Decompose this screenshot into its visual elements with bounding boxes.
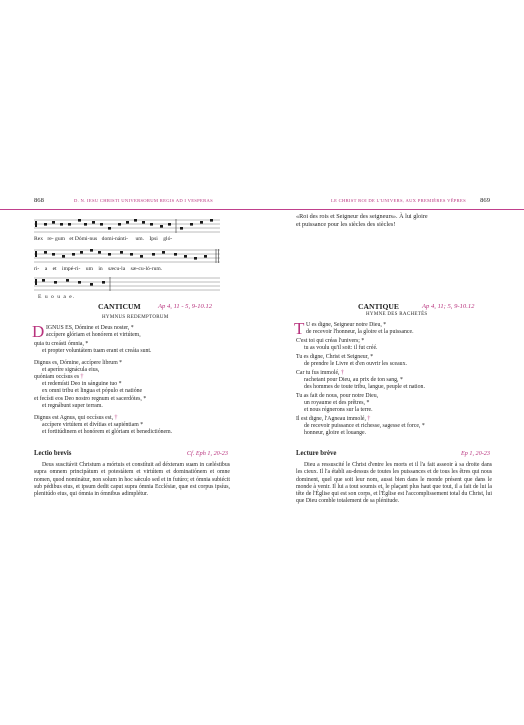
cantique-line: C'est toi qui créas l'univers; * (296, 338, 365, 344)
chant-syllable: Dómi-nus (74, 236, 98, 242)
lecture-text: Dieu a ressuscité le Christ d'entre les morts et il l'a fait asseoir à sa droite dans les cieux. Il l'a établi au-dessus de toutes les puissances et de tous les êtres qui nous dominent, quel que soit leur nom, aussi bien dans le monde présent que dans le monde à venir. Il lui a tout soumis et, le plaçant plus haut que tout, il a fait de lui la tête de l'Église qui est son corps, et l'Église est l'accomplissement total du Christ, lui que Dieu comble totalement de sa plénitude. (296, 462, 492, 505)
cantique-line: de recevoir l'honneur, la gloire et la puissance. (306, 329, 414, 335)
canticum-line: accípere glóriam et honórem et virtútem, (46, 332, 141, 338)
cantique-line: tu as voulu qu'il soit: il fut créé. (304, 345, 378, 351)
cantique-line: de prendre le Livre et d'en ouvrir les sceaux. (304, 361, 407, 367)
lectio-reference: Cf. Eph 1, 20-23 (186, 450, 228, 457)
chant-syllable: gum (55, 236, 65, 242)
lecture-title: Lecture brève (296, 450, 337, 457)
lectio-title: Lectio brevis (34, 450, 72, 457)
canticum-reference: Ap 4, 11 - 5, 9-10.12 (158, 303, 213, 310)
cantique-line: honneur, gloire et louange. (304, 430, 367, 436)
cantique-title: CANTIQUE (358, 302, 399, 311)
chant-staff-1 (34, 218, 220, 234)
canticum-line: quia tu creásti ómnia, * (34, 341, 89, 347)
chant-syllable: gló- (163, 236, 173, 242)
chant-syllable: um. (135, 236, 145, 242)
cantique-drop-cap: T (294, 319, 305, 338)
cantique-reference: Ap 4, 11; 5, 9-10.12 (422, 303, 475, 310)
right-header-title: LE CHRIST ROI DE L'UNIVERS, AUX PREMIÈRES VÊPRES (330, 198, 466, 203)
canticum-line: et redemísti Deo in sánguine tuo * (42, 381, 122, 387)
asterisk-mark-icon: * (370, 354, 374, 360)
cantique-subtitle: HYMNE DES RACHETÉS (366, 312, 428, 317)
asterisk-mark-icon: * (119, 360, 123, 366)
asterisk-mark-icon: * (399, 377, 403, 383)
chant-lyrics-2 (34, 266, 220, 272)
lecture-reference: Ep 1, 20-23 (460, 450, 490, 457)
dagger-mark-icon: † (367, 416, 371, 422)
chant-syllable: et (52, 266, 57, 272)
asterisk-mark-icon: * (421, 423, 425, 429)
cantique-line: Tu es digne, Christ et Seigneur, * (296, 354, 374, 360)
asterisk-mark-icon: * (140, 422, 144, 428)
canticum-line: et fortitúdinem et honórem et glóriam et benedictiónem. (42, 429, 173, 435)
chant-syllable: impé-ri- (62, 266, 81, 272)
dagger-mark-icon: † (340, 370, 344, 376)
dagger-mark-icon: † (114, 415, 118, 421)
canticum-line: accípere virtútem et divítias et sapiéntiam * (42, 422, 144, 428)
lectio-text: Deus suscitávit Christum a mórtuis et constítuit ad déxteram suam in cæléstibus supra omnem principátum et potestátem et virtútem et dominatiónem et omne nomen, quod nominátur, non solum in hoc sǽculo sed et in futúro; et ómnia subiécit sub pédibus eius, et ipsum dedit caput supra ómnia Ecclésiæ, quæ est corpus ipsíus, plenitúdo eius, qui ómnia in ómnibus adimplétur. (34, 462, 230, 498)
chant-syllable: Ipsi (149, 236, 158, 242)
chant-syllable: um (85, 266, 93, 272)
canticum-line: IGNUS ES, Dómine et Deus noster, * (46, 325, 134, 331)
cantique-line: et nous régnerons sur la terre. (304, 407, 373, 413)
canticum-line: et aperíre signácula eius, (42, 367, 100, 373)
left-running-header (0, 197, 262, 210)
cantique-line: rachetant pour Dieu, au prix de ton sang, * (304, 377, 403, 383)
chant-staff-3 (34, 276, 220, 292)
asterisk-mark-icon: * (118, 381, 122, 387)
canticum-line: ex omni tribu et lingua et pópulo et natióne (42, 388, 143, 394)
chant-syllable: in (98, 266, 103, 272)
antiphon-line: «Roi des rois et Seigneur des seigneurs». À lui gloire (296, 213, 428, 220)
canticum-subtitle: HYMNUS REDEMPTORUM (102, 315, 169, 320)
asterisk-mark-icon: * (130, 325, 134, 331)
antiphon-line: et puissance pour les siècles des siècles! (296, 221, 396, 228)
cantique-line: des hommes de toute tribu, langue, peuple et nation. (304, 384, 425, 390)
asterisk-mark-icon: * (85, 341, 89, 347)
asterisk-mark-icon: * (383, 322, 387, 328)
left-page-number: 868 (34, 197, 44, 204)
right-page-number: 869 (480, 197, 490, 204)
canticum-line: et propter voluntátem tuam erant et creáta sunt. (42, 348, 152, 354)
chant-syllable: ri- (34, 266, 40, 272)
chant-syllable: sæ-cu-ló-rum. (130, 266, 163, 272)
cantique-line: de recevoir puissance et richesse, sagesse et force, * (304, 423, 425, 429)
chant-syllable: domi-nánti- (101, 236, 129, 242)
chant-syllable: Rex (34, 236, 44, 242)
chant-lyrics-3: E u o u a e. (38, 294, 76, 300)
chant-syllable: sæcu-la (108, 266, 126, 272)
right-page (262, 0, 524, 725)
cantique-line: Tu as fait de nous, pour notre Dieu, (296, 393, 379, 399)
chant-lyrics-1 (34, 236, 220, 242)
cantique-line: U es digne, Seigneur notre Dieu, * (306, 322, 387, 328)
dagger-mark-icon: † (80, 374, 84, 380)
cantique-line: Il est digne, l'Agneau immolé, † (296, 416, 371, 422)
asterisk-mark-icon: * (361, 338, 365, 344)
canticum-line: Dignus est Agnus, qui occísus est, † (34, 415, 118, 421)
left-header-title: D. N. IESU CHRISTI UNIVERSORUM REGIS AD I VESPERAS (74, 198, 213, 203)
chant-syllable: re- (47, 236, 54, 242)
canticum-line: Dignus es, Dómine, accípere librum * (34, 360, 123, 366)
canticum-line: et regnábunt super terram. (42, 403, 103, 409)
asterisk-mark-icon: * (143, 396, 147, 402)
cantique-line: un royaume et des prêtres, * (304, 400, 370, 406)
canticum-drop-cap: D (32, 322, 45, 341)
chant-staff-2 (34, 248, 220, 264)
chant-syllable: et (69, 236, 74, 242)
chant-syllable: a (44, 266, 48, 272)
cantique-line: Car tu fus immolé, † (296, 370, 344, 376)
right-running-header (262, 197, 524, 210)
canticum-line: quóniam occísus es † (34, 374, 84, 380)
canticum-line: et fecísti eos Deo nostro regnum et sacerdótes, * (34, 396, 147, 402)
canticum-title: CANTICUM (98, 302, 141, 311)
asterisk-mark-icon: * (366, 400, 370, 406)
